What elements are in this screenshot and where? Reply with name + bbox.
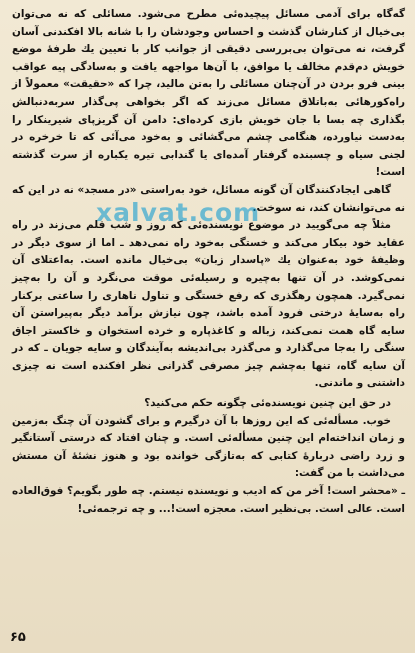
paragraph-1: گه‌گاه برای آدمی مسائل پیچیده‌ئی مطرح می‌شود. مسائلی که نه می‌توان بی‌خیال از کنارشان گذشت و احساس وجودشان را با شانه بالا افکندنی آسان گرفت، نه می‌توان بی‌بررسی دقیقی از جوانب کار با تعیین یك طرفهٔ موضع خویش دم‌قدم مخالف یا موافق، با آن‌ها مواجهه یافت و به‌سادگی پیه عواقب بینی فرو بردن در آن‌چنان مسائلی را به‌تن مالید، چرا که «حقیقت» معمولاً از راه‌کورهائی به‌باتلاق مسائل می‌زند که اگر بخواهی پی‌گذار سربه‌دنبالش بگذاری چه بسا با جان خویش بازی کرده‌ای: دامن آن گریزپای شیرینکار را به‌دست نیاورده، هنگامی چشم می‌گشائی و به‌خود می‌آئی که تا خرخره در لجنی سیاه و چسبنده گرفتار آمده‌ای یا گندابی تیره یکباره از سرت گذشته است! — [12, 8, 405, 179]
body-text — [12, 6, 405, 518]
paragraph-6: ـ «محشر است! آخر من که ادیب و نویسنده نیستم. چه طور بگویم؟ فوق‌العاده است. عالی است. بی‌نظیر است. معجزه است!... و چه ترجمه‌ئی! — [12, 485, 405, 515]
page-number: ۶۵ — [10, 630, 26, 645]
paragraph-4: در حق این چنین نویسنده‌ئی چگونه حکم می‌کنید؟ — [144, 397, 391, 410]
paragraph-2: گاهی ایجادکنندگان آن گونه مسائل، خود به‌راستی «در مسجد» نه در این که نه می‌توانشان کند، نه سوخت. — [12, 183, 405, 214]
paragraph-5: خوب. مسأله‌ئی که این روزها با آن درگیرم و برای گشودن آن چنگ به‌زمین و زمان انداخته‌ام این چنین مسأله‌ئی است. و چنان افتاد که درستی آستانگیر و زرد راضی دربارهٔ کتابی که به‌تازگی خوانده بود و هنوز نشئهٔ آن مستش می‌داشت با من گفت: — [12, 414, 405, 480]
paragraph-3: مثلاً چه می‌گویید در موضوع نویسنده‌ئی که روز و شب قلم می‌زند در راه عقاید خود بیکار می‌کند و خستگی به‌خود راه نمی‌دهد ـ اما از سوی دیگر در وظیفهٔ خود به‌عنوان یك «پاسدار زبان» بی‌خیال مانده است. به‌اعتلای آن نمی‌کوشد. در آن تنها به‌چیره و رسیله‌ئی موقت می‌نگرد و آن را به‌چیز نمی‌گیرد. همچون رهگذری که رفع خستگی و تناول ناهاری را ساعتی برکنار راه به‌سایهٔ درختی فرود آمده باشد، چون نیازش برآمد دیگر به‌پیراستن آن سایه گاه همت نمی‌کند، زباله و کاغذپاره و خرده استخوان و خاکستر اجاق سنگی را به‌جا می‌گذارد و می‌گذرد بی‌اندیشه به‌آیندگان و سایه جویان ـ که در آن سایه گاه، تنها به‌چشم چیز مصرفی گذرانی نظر افکنده است نه چیزی داشتنی و ماندنی. — [12, 219, 405, 390]
watermark-text: xalvat.com — [96, 198, 261, 227]
